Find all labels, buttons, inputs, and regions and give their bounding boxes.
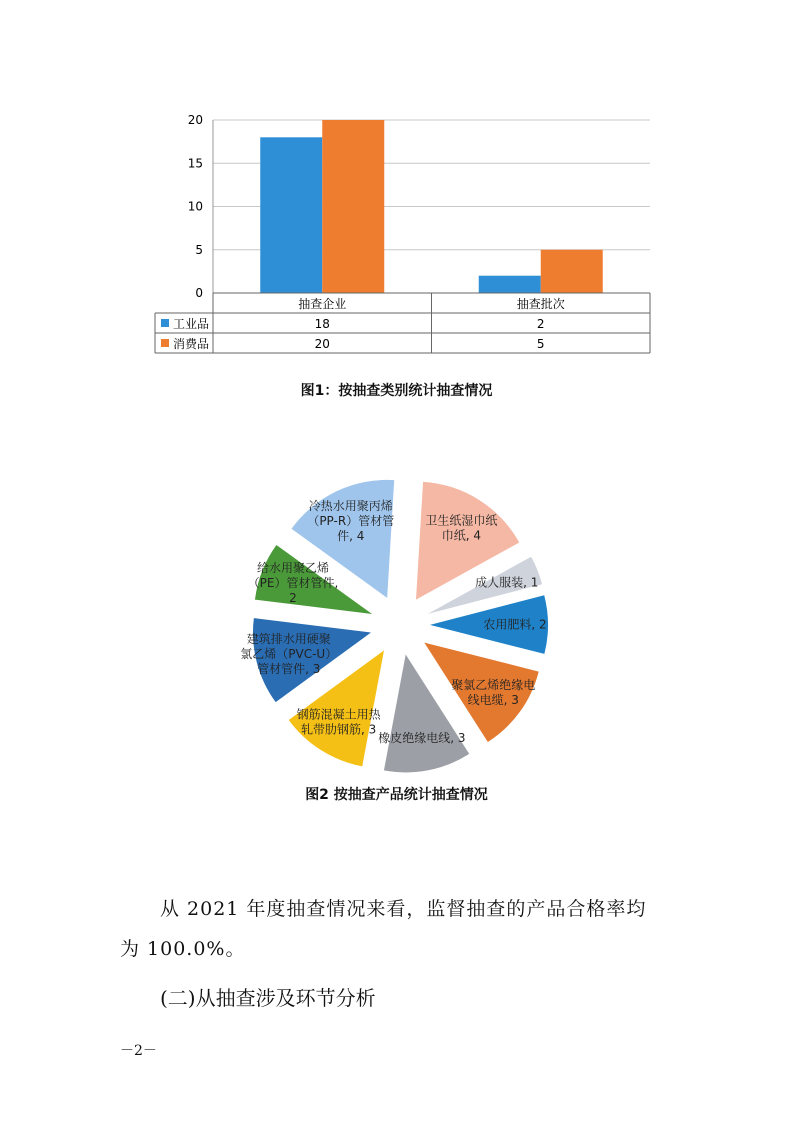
slice-label: 农用肥料, 2	[483, 617, 547, 632]
bar	[479, 276, 541, 293]
data-value: 2	[536, 317, 545, 331]
page-number: －2－	[120, 1043, 157, 1059]
slice-label: 线电缆, 3	[467, 692, 519, 707]
slice-label: （PP-R）管材管	[307, 514, 395, 529]
data-value: 18	[314, 317, 330, 331]
pie-chart	[0, 470, 793, 790]
bar-chart	[0, 0, 793, 380]
legend-label: 工业品	[173, 317, 210, 331]
category-label: 抽查企业	[298, 297, 347, 311]
body-paragraph-continued	[120, 928, 680, 970]
slice-label: （PE）管材管件,	[247, 575, 339, 590]
data-value: 5	[536, 337, 545, 351]
legend-label: 消费品	[173, 337, 210, 351]
category-label: 抽查批次	[516, 297, 565, 311]
slice-label: 2	[289, 590, 297, 605]
slice-label: 管材管件, 3	[257, 661, 321, 676]
y-tick-label: 15	[187, 156, 203, 171]
slice-label: 聚氯乙烯绝缘电	[451, 677, 536, 692]
legend-swatch	[161, 319, 169, 327]
slice-label: 成人服装, 1	[475, 575, 539, 590]
data-value: 20	[314, 337, 330, 351]
body-paragraph	[160, 888, 720, 930]
section-heading: (二)从抽查涉及环节分析	[160, 986, 376, 1010]
slice-label: 件, 4	[337, 529, 365, 544]
figure2-caption: 图2 按抽查产品统计抽查情况	[305, 787, 488, 803]
slice-label: 巾纸, 4	[441, 528, 481, 543]
slice-label: 给水用聚乙烯	[256, 560, 330, 575]
bar	[322, 120, 384, 293]
y-tick-label: 10	[187, 199, 203, 214]
slice-label: 卫生纸湿巾纸	[425, 513, 498, 528]
slice-label: 氯乙烯（PVC-U）	[240, 646, 338, 661]
slice-label: 钢筋混凝土用热	[296, 707, 381, 722]
y-tick-label: 20	[187, 113, 203, 127]
figure1-caption: 图1：按抽查类别统计抽查情况	[300, 383, 493, 399]
legend-swatch	[161, 339, 169, 347]
slice-label: 冷热水用聚丙烯	[308, 499, 393, 514]
paragraph-line-2: 为 100.0%。	[120, 938, 246, 960]
bar	[541, 250, 603, 293]
paragraph-line-1: 从 2021 年度抽查情况来看，监督抽查的产品合格率均	[160, 898, 647, 920]
y-tick-label: 0	[195, 286, 203, 300]
bar	[260, 137, 322, 293]
slice-label: 橡皮绝缘电线, 3	[378, 730, 466, 745]
slice-label: 轧带肋钢筋, 3	[301, 722, 377, 737]
y-tick-label: 5	[195, 242, 203, 257]
slice-label: 建筑排水用硬聚	[246, 631, 331, 646]
